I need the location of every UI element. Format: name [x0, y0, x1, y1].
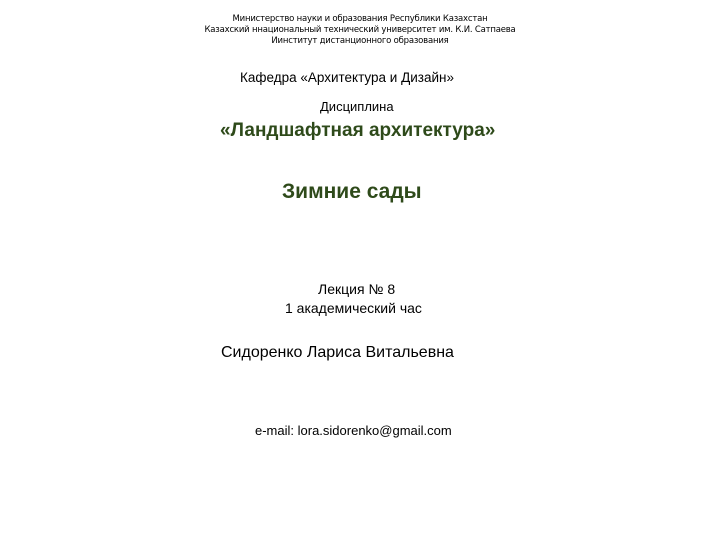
university-line: Казахский ннациональный технический университет им. К.И. Сатпаева [204, 25, 516, 35]
institute-line: Иинститут дистанционного образования [271, 36, 449, 46]
ministry-line: Министерство науки и образования Республики Казахстан [232, 14, 488, 24]
lecture-number: Лекция № 8 [318, 281, 396, 297]
department-name: Кафедра «Архитектура и Дизайн» [240, 70, 454, 85]
lecture-topic-title: Зимние сады [282, 180, 422, 203]
lecture-hours: 1 академический час [285, 300, 422, 316]
author-email: e-mail: lora.sidorenko@gmail.com [255, 423, 452, 438]
author-name: Сидоренко Лариса Витальевна [221, 344, 454, 361]
discipline-name: «Ландшафтная архитектура» [220, 120, 496, 141]
discipline-label: Дисциплина [320, 99, 394, 114]
